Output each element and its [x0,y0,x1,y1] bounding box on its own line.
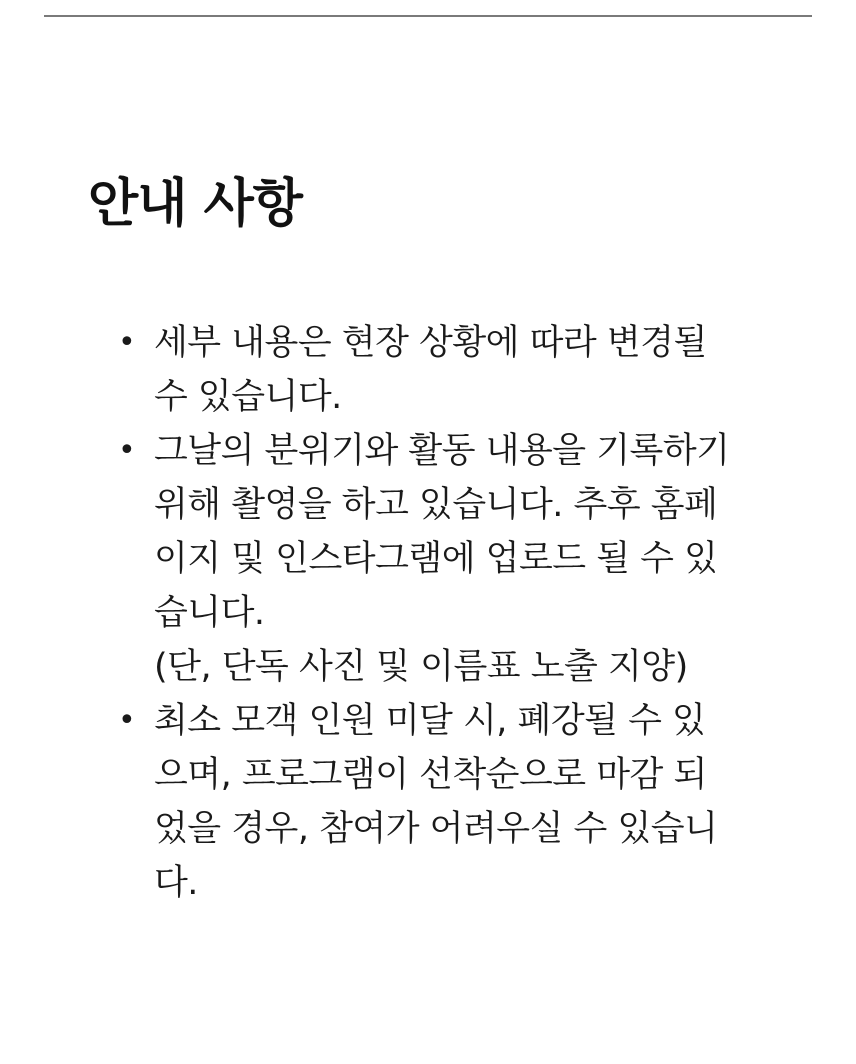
notice-item-2 [112,424,762,694]
notice-text-line: 수 있습니다. [154,377,342,417]
bullet-icon: • [118,433,136,468]
notice-text-line: 습니다. [154,593,265,633]
section-title: 안내 사항 [88,174,303,234]
notice-text-line: 세부 내용은 현장 상황에 따라 변경될 [154,323,707,363]
top-divider [44,15,812,17]
notice-text-line: 다. [154,863,198,903]
notice-text-line: 으며, 프로그램이 선착순으로 마감 되 [154,755,707,795]
notice-item-1 [112,316,762,424]
notice-text-line: (단, 단독 사진 및 이름표 노출 지양) [154,647,688,687]
bullet-icon: • [118,325,136,360]
bullet-icon: • [118,703,136,738]
notice-item-3 [112,694,762,910]
notice-text-line: 최소 모객 인원 미달 시, 폐강될 수 있 [154,701,706,741]
notice-list [112,316,762,910]
notice-text-line: 이지 및 인스타그램에 업로드 될 수 있 [154,539,718,579]
notice-text-line: 그날의 분위기와 활동 내용을 기록하기 [154,431,730,471]
notice-text-line: 었을 경우, 참여가 어려우실 수 있습니 [154,809,718,849]
notice-text-line: 위해 촬영을 하고 있습니다. 추후 홈페 [154,485,718,525]
